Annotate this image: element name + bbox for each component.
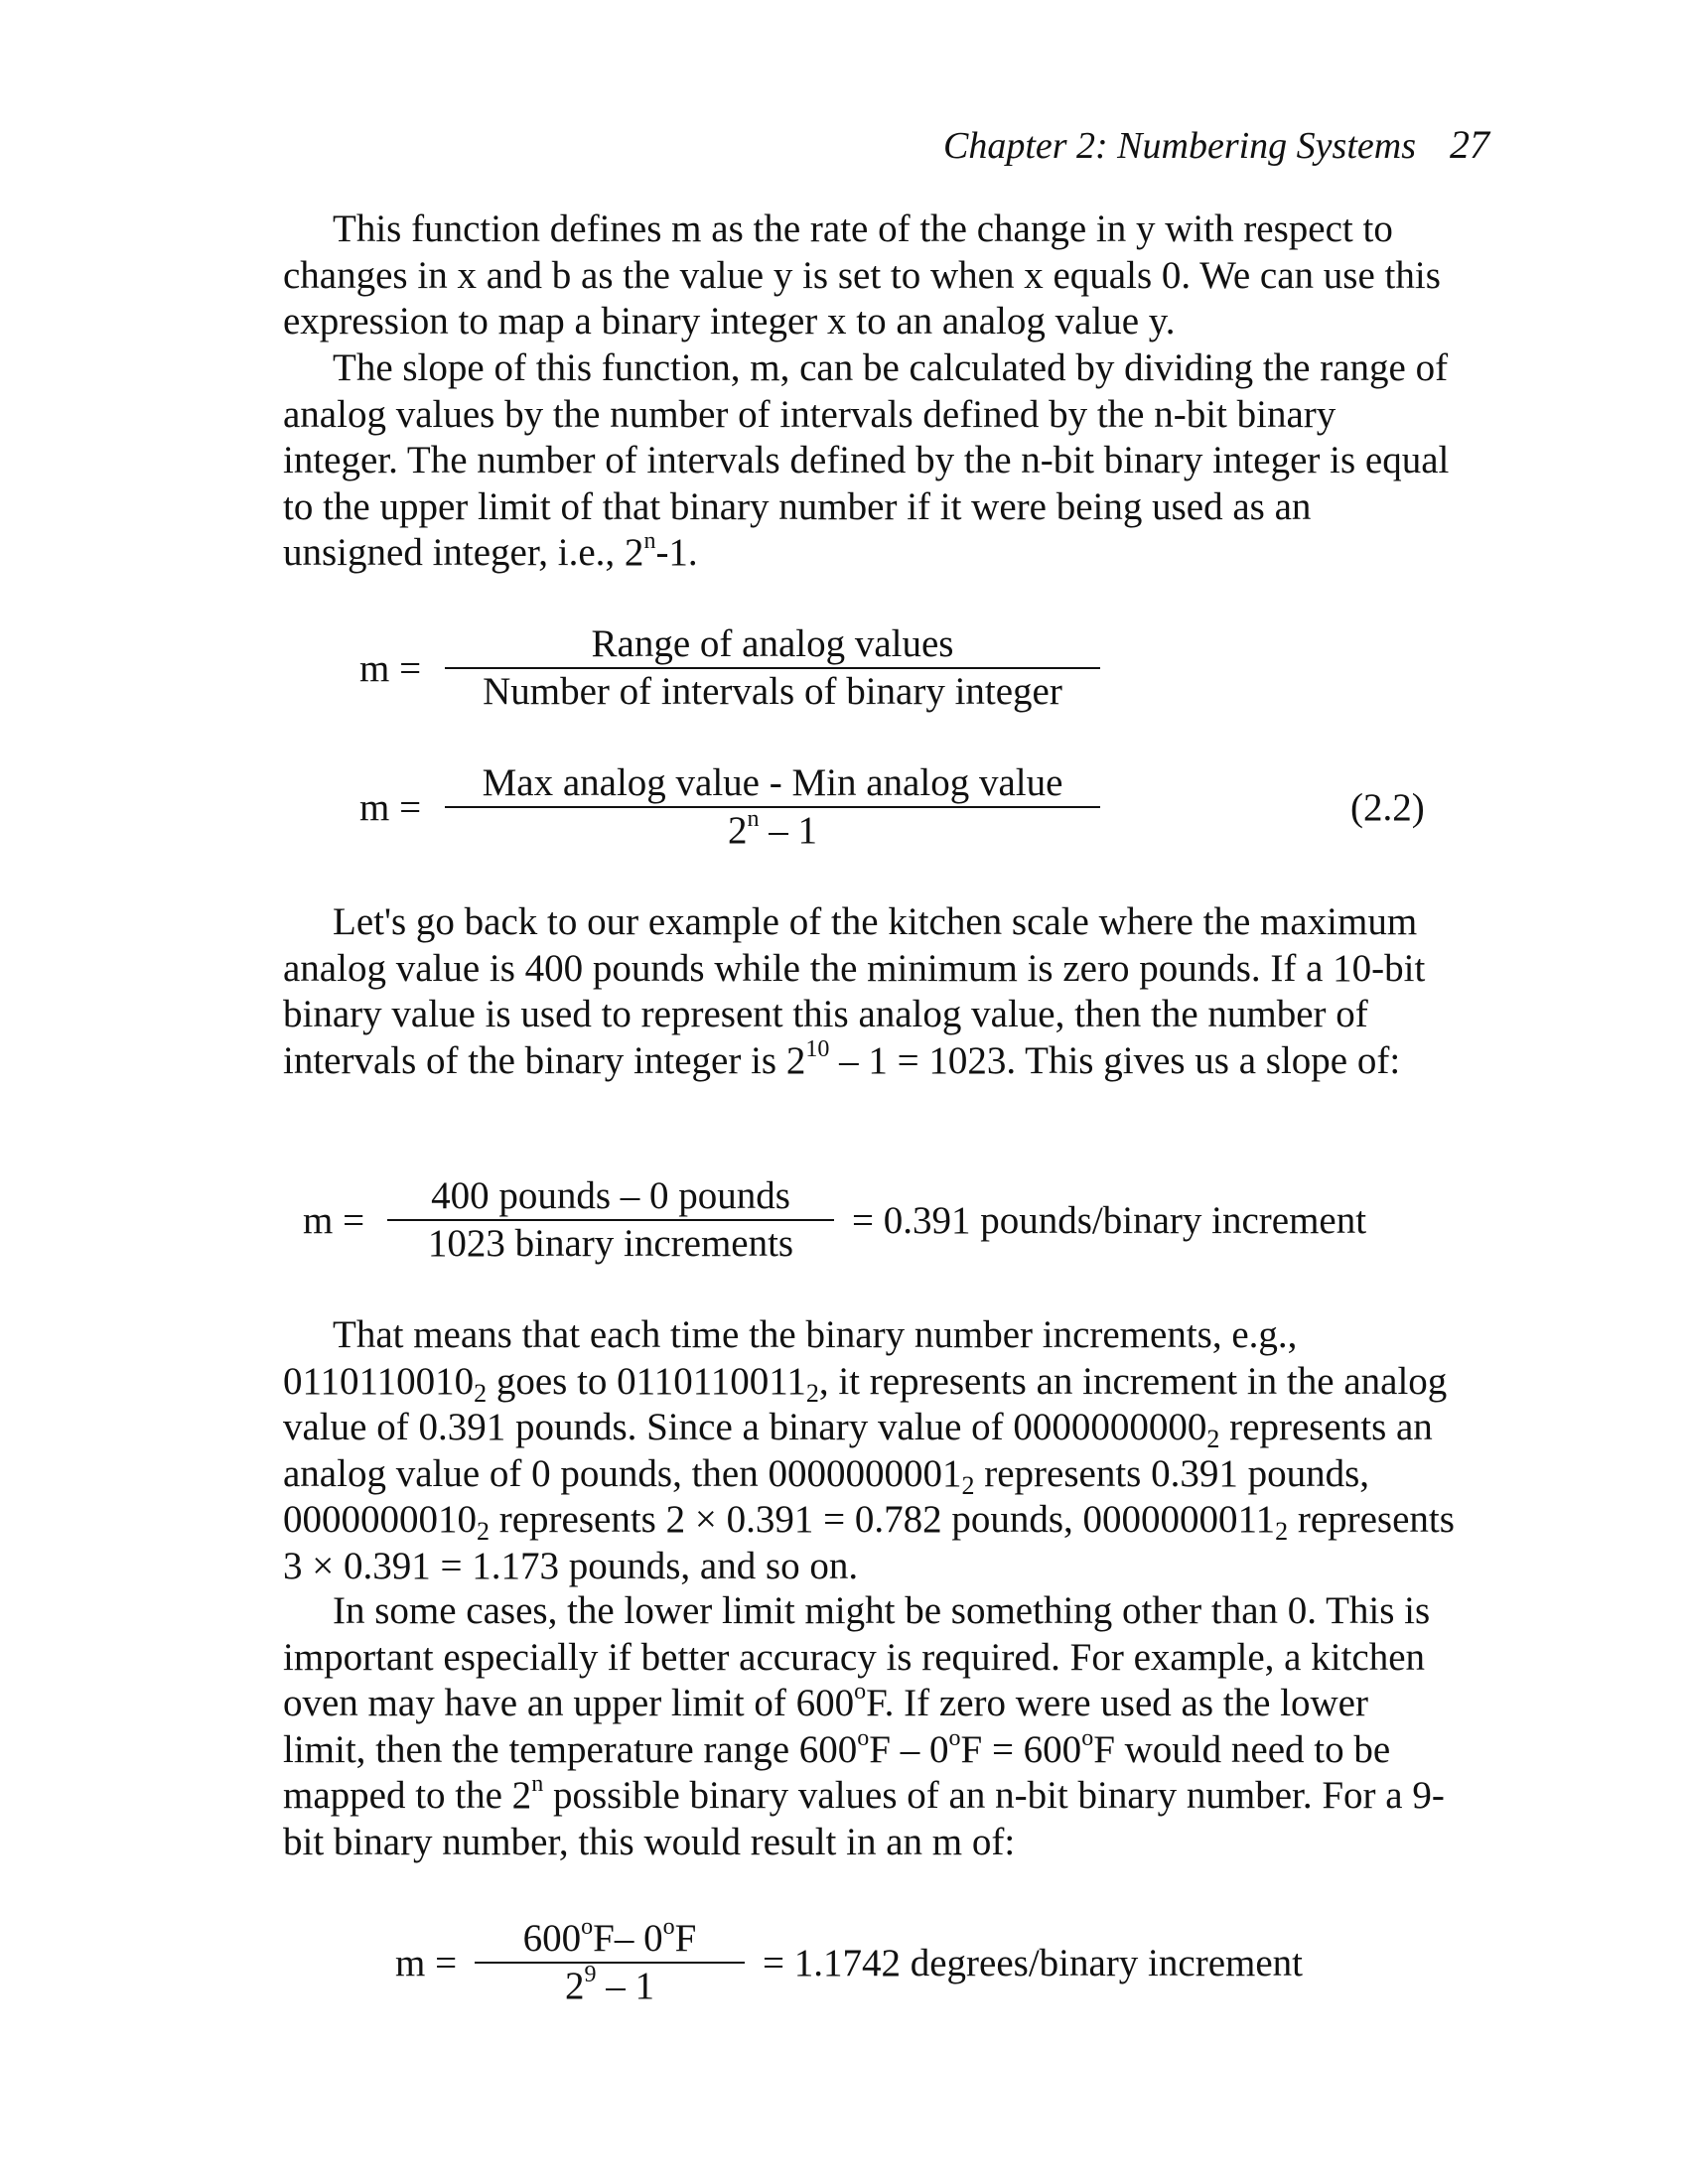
subscript-2: 2 [961, 1470, 975, 1500]
equation-lhs: m = [395, 1942, 458, 1984]
fraction-numerator: Range of analog values [591, 622, 954, 665]
paragraph-1 [283, 206, 1455, 345]
paragraph-3-tail: – 1 = 1023. This gives us a slope of: [829, 1038, 1401, 1082]
fraction-numerator: 600$^o$F– 0$^o$F [522, 1914, 697, 1960]
degree-superscript: o [1081, 1724, 1094, 1751]
equation-result: = 0.391 pounds/binary increment [852, 1199, 1367, 1242]
paragraph-3 [283, 899, 1455, 1084]
subscript-2: 2 [474, 1378, 488, 1408]
page-header [943, 121, 1489, 168]
fraction-denominator: 1023 binary increments [427, 1222, 794, 1265]
superscript-10: 10 [805, 1035, 830, 1062]
fraction-numerator: 400 pounds – 0 pounds [431, 1174, 790, 1217]
equation-lhs: m = [359, 647, 422, 690]
fraction [445, 760, 1100, 854]
fraction [445, 621, 1100, 715]
chapter-title: Chapter 2: Numbering Systems [942, 125, 1416, 167]
paragraph-2 [283, 345, 1455, 577]
equation-result: = 1.1742 degrees/binary increment [763, 1942, 1303, 1984]
paragraph-2-tail: -1. [655, 531, 698, 574]
superscript-9: 9 [584, 1962, 597, 1987]
degree-superscript: o [662, 1914, 675, 1940]
paragraph-1-text: This function defines m as the rate of the change in y with respect to changes in x and b as the value y is set to when x equals 0. We can use this expression to map a binary integer x to an analog value y. [283, 207, 1441, 342]
page-number: 27 [1450, 122, 1489, 167]
fraction-denominator: Number of intervals of binary integer [483, 670, 1062, 713]
paragraph-2-text: The slope of this function, m, can be calculated by dividing the range of analog values by the number of intervals defined by the n-bit binary integer. The number of intervals defined by the n-bit binary integer is equal to the upper limit of that binary number if it were being used as an unsigned integer, i.e., 2 [283, 346, 1450, 574]
fraction [475, 1916, 745, 2009]
superscript-n: n [643, 528, 656, 554]
fraction-denominator: 2$^n$ – 1 [728, 806, 817, 852]
degree-superscript: o [854, 1679, 867, 1705]
subscript-2: 2 [1275, 1517, 1289, 1546]
fraction-denominator: $2^9 - 1$ [565, 1962, 654, 2007]
fraction [387, 1173, 834, 1267]
degree-superscript: o [948, 1724, 961, 1751]
subscript-2: 2 [805, 1378, 819, 1408]
equation-lhs: m = [359, 786, 422, 829]
equation-number: (2.2) [1350, 786, 1425, 829]
paragraph-5: In some cases, the lower limit might be something other than 0. This is important especially if better accuracy is required. For example, a kitchen oven may have an upper limit of 600$^o$F. If zero were used as the lower limit, then the temperature range $600^oF - 0^oF = 600^oF$ would need to be mapped to the 2$^n$ possible binary values of an n-bit binary number. For a 9-bit binary number, this would result in an m of: [283, 1589, 1445, 1863]
degree-superscript: o [581, 1914, 594, 1940]
paragraph-4: That means that each time the binary number increments, e.g., $0110110010_2$ goes to $0110110011_2$, it represents an increment in the analog value of 0.391 pounds. Since a binary value of $0000000000_2$ represents an analog value of 0 pounds, then $0000000001_2$ represents 0.391 pounds, $0000000010_2$ represents 2 × 0.391 = 0.782 pounds, $0000000011_2$ represents 3 × 0.391 = 1.173 pounds, and so on. [283, 1313, 1455, 1587]
paragraph-3-text: Let's go back to our example of the kitchen scale where the maximum analog value is 400 pounds while the minimum is zero pounds. If a 10-bit binary value is used to represent this analog value, then the number of intervals of the binary integer is 2 [283, 900, 1426, 1082]
equation-lhs: m = [303, 1199, 365, 1242]
subscript-2: 2 [1206, 1425, 1220, 1453]
fraction-numerator: Max analog value - Min analog value [482, 761, 1063, 804]
superscript-n: n [747, 806, 760, 832]
degree-superscript: o [857, 1724, 870, 1751]
superscript-n: n [531, 1771, 544, 1797]
subscript-2: 2 [477, 1517, 490, 1546]
